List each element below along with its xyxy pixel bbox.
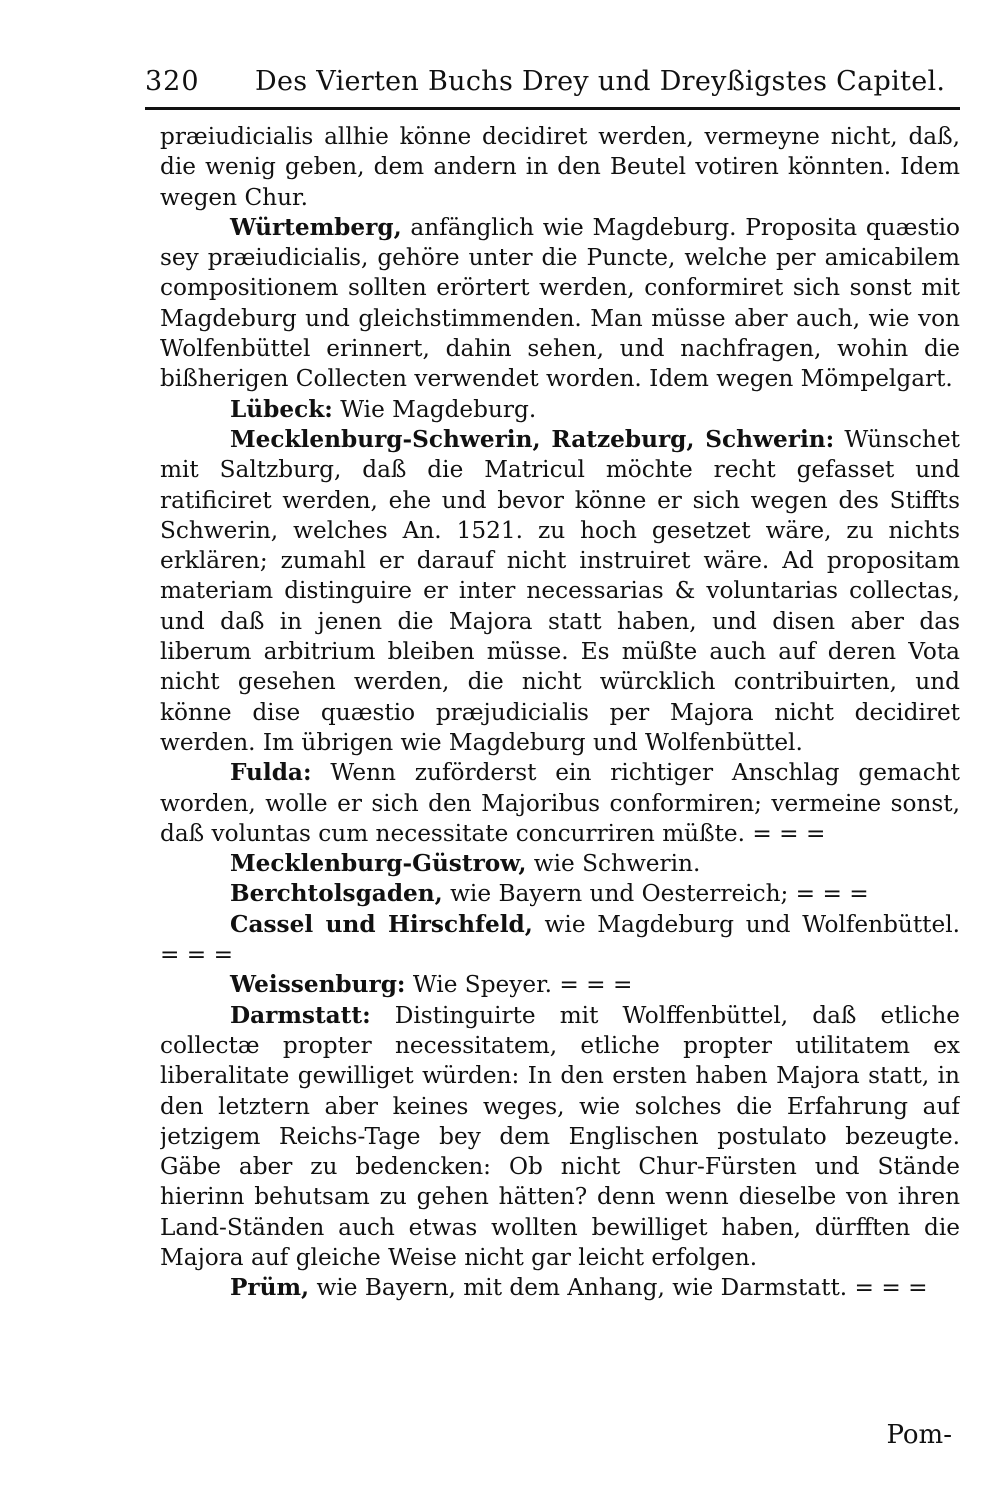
speaker-name: Mecklenburg-Güstrow, [230, 850, 527, 878]
paragraph [160, 758, 960, 849]
speaker-name: Berchtolsgaden, [230, 880, 443, 908]
paragraph [160, 122, 960, 213]
header-rule [145, 107, 960, 110]
paragraph [160, 425, 960, 758]
running-head: Des Vierten Buchs Drey und Dreyßigstes Capitel. [255, 66, 946, 97]
paragraph [160, 1273, 960, 1303]
speaker-name: Cassel und Hirschfeld, [230, 910, 533, 938]
paragraph [160, 879, 960, 909]
body-text [160, 122, 960, 1392]
page-number: 320 [145, 66, 200, 97]
speaker-name: Mecklenburg-Schwerin, Ratzeburg, Schwerin: [230, 425, 835, 453]
paragraph-text: Distinguirte mit Wolffenbüttel, daß etliche collectæ propter necessitatem, etliche propter utilitatem ex liberalitate gewilliget würden: In den ersten haben Majora statt, in den letztern aber keines weges, wie solches die Erfahrung auf jetzigem Reichs-Tage bey dem Englischen postulato bezeugte. Gäbe aber zu bedencken: Ob nicht Chur-Fürsten und Stände hierinn behutsam zu gehen hätten? denn wenn dieselbe von ihren Land-Ständen auch etwas wollten bewilliget haben, dürfften die Majora auf gleiche Weise nicht gar leicht erfolgen. [160, 1001, 960, 1271]
page-header [145, 60, 946, 104]
paragraph [160, 849, 960, 879]
paragraph-text: wie Schwerin. [526, 850, 701, 878]
paragraph-text: wie Bayern, mit dem Anhang, wie Darmstatt. = = = [309, 1274, 928, 1302]
paragraph [160, 970, 960, 1000]
paragraph-text: præiudicialis allhie könne decidiret werden, vermeyne nicht, daß, die wenig geben, dem andern in den Beutel votiren könnten. Idem wegen Chur. [160, 123, 960, 211]
paragraph-text: Wünschet mit Saltzburg, daß die Matricul möchte recht gefasset und ratificiret werden, ehe und bevor könne er sich wegen des Stiffts Schwerin, welches An. 1521. zu hoch gesetzet wäre, zu nichts erklären; zumahl er darauf nicht instruiret wäre. Ad propositam materiam distinguire er inter necessarias & voluntarias collectas, und daß in jenen die Majora statt haben, und disen aber das liberum arbitrium bleiben müsse. Es müßte auch auf deren Vota nicht gesehen werden, die nicht würcklich contribuirten, und könne dise quæstio præjudicialis per Majora nicht decidiret werden. Im übrigen wie Magdeburg und Wolfenbüttel. [160, 425, 960, 756]
speaker-name: Weissenburg: [230, 971, 406, 999]
paragraph-text: Wie Speyer. = = = [405, 971, 633, 999]
speaker-name: Prüm, [230, 1274, 310, 1302]
speaker-name: Fulda: [230, 759, 312, 787]
paragraph-text: anfänglich wie Magdeburg. Proposita quæstio sey præiudicialis, gehöre unter die Puncte, welche per amicabilem compositionem sollten erörtert werden, conformiret sich sonst mit Magdeburg und gleichstimmenden. Man müsse aber auch, wie von Wolfenbüttel erinnert, dahin sehen, und nachfragen, wohin die bißherigen Collecten verwendet worden. Idem wegen Mömpelgart. [160, 213, 960, 393]
speaker-name: Darmstatt: [230, 1001, 371, 1029]
paragraph-text: Wie Magdeburg. [332, 395, 537, 423]
catchword: Pom- [886, 1420, 952, 1450]
paragraph [160, 910, 960, 971]
paragraph [160, 395, 960, 425]
speaker-name: Lübeck: [230, 395, 333, 423]
paragraph-text: Wenn zuförderst ein richtiger Anschlag gemacht worden, wolle er sich den Majoribus conformiren; vermeine sonst, daß voluntas cum necessitate concurriren müßte. = = = [160, 759, 960, 847]
paragraph-text: wie Magdeburg und Wolfenbüttel. = = = [160, 910, 960, 969]
speaker-name: Würtemberg, [230, 213, 402, 241]
paragraph-text: wie Bayern und Oesterreich; = = = [442, 880, 869, 908]
paragraph [160, 1001, 960, 1274]
paragraph [160, 213, 960, 395]
